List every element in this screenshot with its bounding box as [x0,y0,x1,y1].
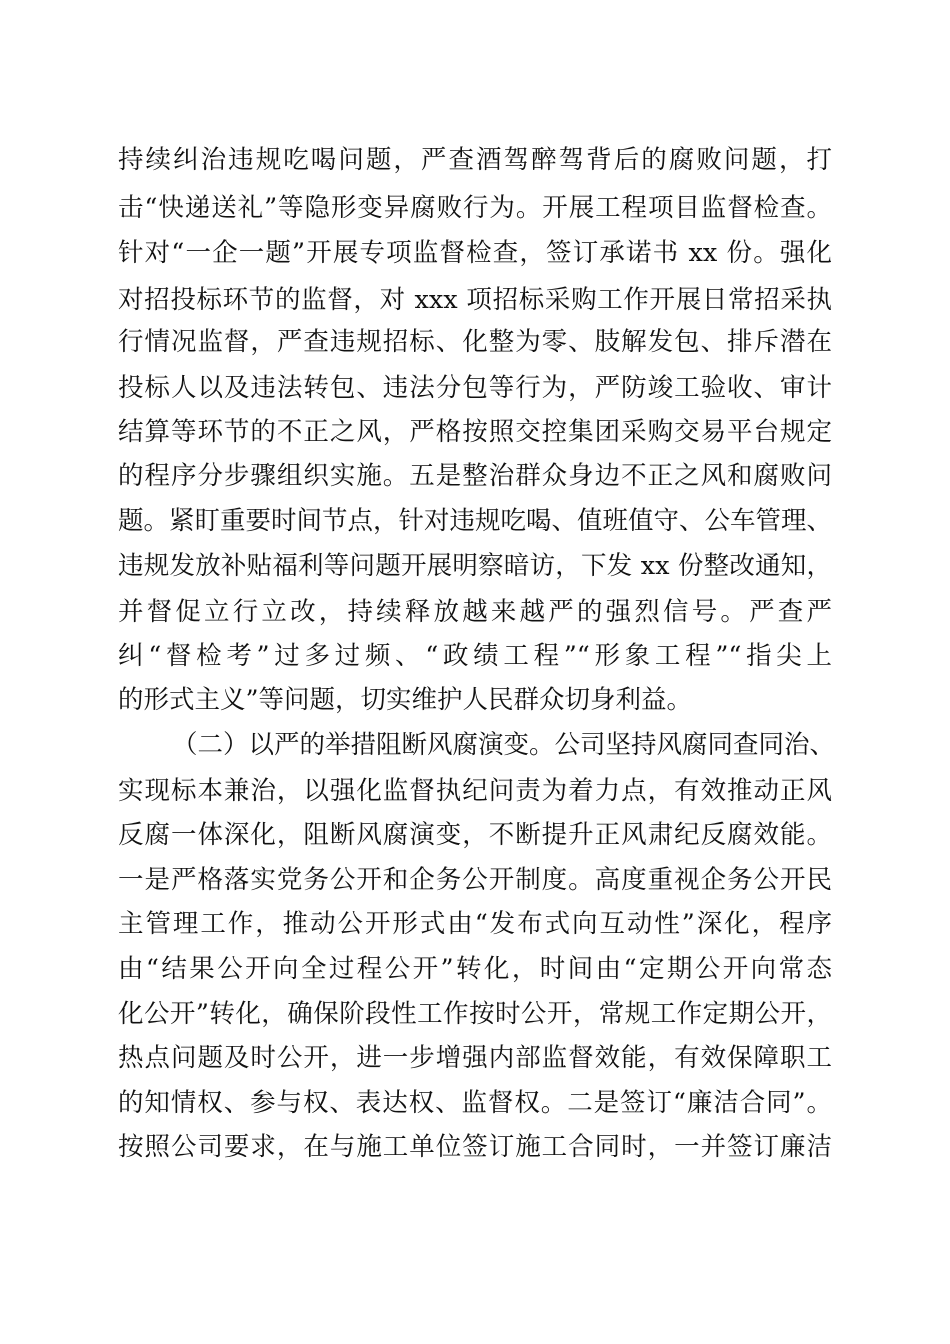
paragraph-line: 热点问题及时公开，进一步增强内部监督效能，有效保障职工 [118,1043,832,1073]
paragraph-line: 击“快递送礼”等隐形变异腐败行为。开展工程项目监督检查。 [118,193,832,223]
paragraph-line: 结算等环节的不正之风，严格按照交控集团采购交易平台规定 [118,417,832,447]
paragraph-line: 违规发放补贴福利等问题开展明察暗访，下发 xx 份整改通知， [118,551,832,581]
paragraph-line: 实现标本兼治，以强化监督执纪问责为着力点，有效推动正风 [118,776,832,806]
paragraph-line: 纠“督检考”过多过频、“政绩工程”“形象工程”“指尖上 [118,641,832,671]
paragraph-line: 一是严格落实党务公开和企务公开制度。高度重视企务公开民 [118,865,832,895]
paragraph-line: 针对“一企一题”开展专项监督检查，签订承诺书 xx 份。强化 [118,238,832,268]
paragraph-line: 按照公司要求，在与施工单位签订施工合同时，一并签订廉洁 [118,1132,832,1162]
paragraph-line: 的知情权、参与权、表达权、监督权。二是签订“廉洁合同”。 [118,1088,832,1118]
paragraph-line: 主管理工作，推动公开形式由“发布式向互动性”深化，程序 [118,909,832,939]
paragraph-line: 反腐一体深化，阻断风腐演变，不断提升正风肃纪反腐效能。 [118,820,832,850]
paragraph-line: 并督促立行立改，持续释放越来越严的强烈信号。严查严 [118,597,832,627]
paragraph-line: 题。紧盯重要时间节点，针对违规吃喝、值班值守、公车管理、 [118,506,833,536]
paragraph-line: 持续纠治违规吃喝问题，严查酒驾醉驾背后的腐败问题，打 [118,145,832,175]
paragraph-line: 的形式主义”等问题，切实维护人民群众切身利益。 [118,685,693,715]
paragraph-line: 投标人以及违法转包、违法分包等行为，严防竣工验收、审计 [118,373,832,403]
paragraph-line: 行情况监督，严查违规招标、化整为零、肢解发包、排斥潜在 [118,327,832,357]
section-heading-line: （二）以严的举措阻断风腐演变。公司坚持风腐同查同治、 [172,730,836,760]
paragraph-line: 的程序分步骤组织实施。五是整治群众身边不正之风和腐败问 [118,461,832,491]
paragraph-line: 对招投标环节的监督，对 xxx 项招标采购工作开展日常招采执 [118,285,832,315]
paragraph-line: 由“结果公开向全过程公开”转化，时间由“定期公开向常态 [118,954,832,984]
paragraph-line: 化公开”转化，确保阶段性工作按时公开，常规工作定期公开， [118,999,832,1029]
